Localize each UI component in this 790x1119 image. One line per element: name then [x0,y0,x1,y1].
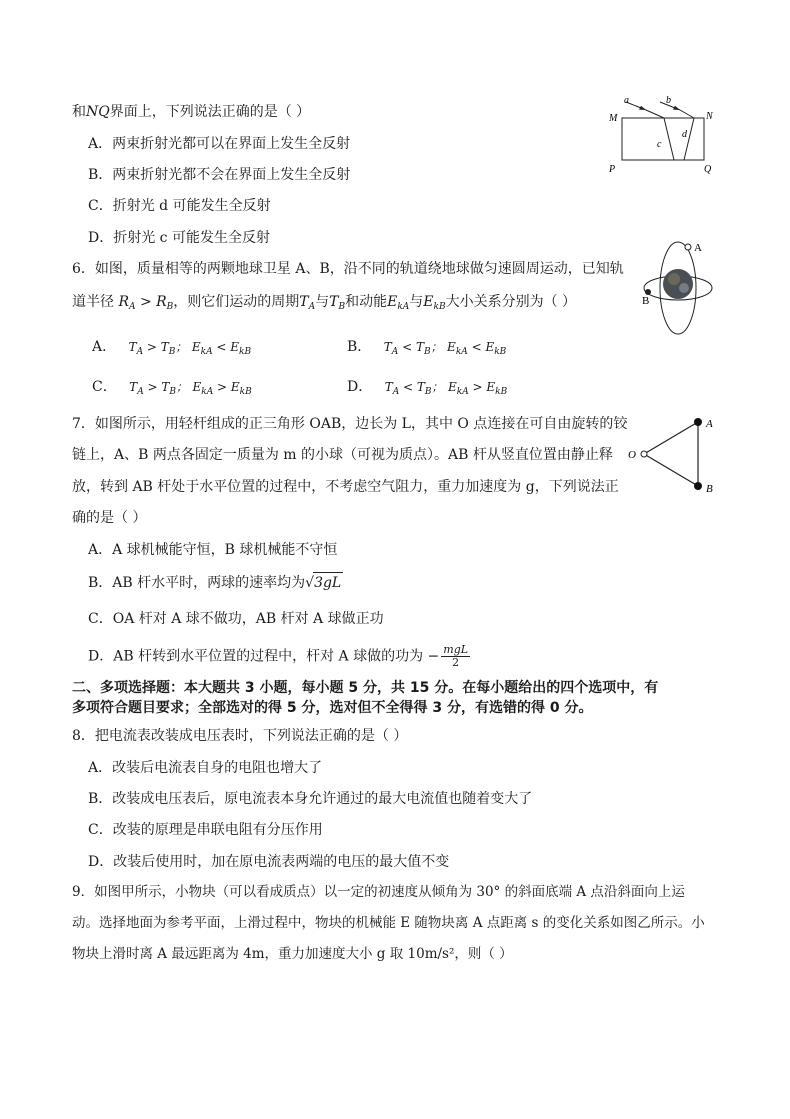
q9-stem-line3: 物块上滑时离 A 最远距离为 4m，重力加速度大小 g 取 10m/s²，则（ ） [72,946,513,962]
q8-option-c: C．改装的原理是串联电阻有分压作用 [88,822,323,838]
q5-glass-block [622,118,704,160]
q5-label-q: Q [704,164,712,175]
q7-hinge-o [641,451,647,457]
q6-stem-line1: 6．如图，质量相等的两颗地球卫星 A、B，沿不同的轨道绕地球做匀速圆周运动，已知轨 [72,261,624,277]
q5-ray-b-arrow [673,106,680,110]
q7-label-a: A [706,418,713,430]
q7-option-b-sqrt: 3gL [313,572,343,593]
q7-ball-b [694,482,702,490]
q9-stem-line1: 9．如图甲所示，小物块（可以看成质点）以一定的初速度从倾角为 30° 的斜面底端 A 点沿斜面向上运 [72,884,685,900]
q5-label-a: a [624,95,629,106]
q5-label-p: P [609,164,616,175]
q7-option-b: B．AB 杆水平时，两球的速率均为√3gL [88,572,343,593]
q6-period-symbols: $T_A$ [299,294,316,312]
q9-stem-line2: 动。选择地面为参考平面，上滑过程中，物块的机械能 E 随物块离 A 点距离 s 的变化关系如图乙所示。小 [72,915,705,931]
q7-option-d-fraction: $\frac{\text{mgL}}{2}$ [443,643,469,669]
q5-label-d: d [682,129,687,140]
q5-option-a: A．两束折射光都可以在界面上发生全反射 [88,136,351,152]
q7-stem-line1: 7．如图所示，用轻杆组成的正三角形 OAB，边长为 L，其中 O 点连接在可自由旋转的铰 [72,416,628,432]
q7-ball-a [694,418,702,426]
q6-label-a: A [694,242,702,254]
q5-figure [604,94,724,176]
q6-figure [636,236,726,340]
q5-label-n: N [706,111,713,122]
q7-rod-oa [644,422,698,454]
earth-icon [663,269,693,299]
q5-label-b: b [666,95,671,106]
q5-label-m: M [609,113,618,124]
q5-ray-c [664,118,674,160]
q7-figure [624,410,724,500]
q8-option-a: A．改装后电流表自身的电阻也增大了 [88,760,323,776]
q5-ray-a-arrow [639,106,646,110]
q5-option-c: C．折射光 d 可能发生全反射 [88,198,271,214]
q5-stem: 和NQ界面上，下列说法正确的是（ ） [72,104,311,120]
q8-option-d: D．改装后使用时，加在原电流表两端的电压的最大值不变 [88,854,450,870]
q6-satellite-a [685,244,691,250]
q5-label-c: c [657,139,662,150]
q7-option-a: A．A 球机械能守恒，B 球机械能不守恒 [88,542,338,558]
q7-stem-line3: 放，转到 AB 杆处于水平位置的过程中，不考虑空气阻力，重力加速度为 g，下列说法正 [72,479,619,495]
q8-stem: 8．把电流表改装成电压表时，下列说法正确的是（ ） [72,728,408,744]
q5-ray-b-path [680,110,694,118]
q5-ray-a-path [646,110,664,118]
q7-label-o: O [628,449,636,461]
q7-option-c: C．OA 杆对 A 球不做功，AB 杆对 A 球做正功 [88,611,384,627]
q6-energy-symbols: $E_{kA}$ [387,294,410,312]
q5-option-b: B．两束折射光都不会在界面上发生全反射 [88,167,351,183]
q6-label-b: B [642,295,650,307]
q7-stem-line4: 确的是（ ） [72,510,147,526]
q5-stem-em: NQ [86,104,110,120]
q6-radius-relation: $R_A > R_B$ [118,294,174,312]
q7-label-b: B [706,483,713,495]
q7-stem-line2: 链上，A、B 两点各固定一质量为 m 的小球（可视为质点）。AB 杆从竖直位置由静止释 [72,447,613,463]
q7-rod-ob [644,454,698,486]
section2-heading-line2: 多项符合题目要求；全部选对的得 5 分，选对但不全得得 3 分，有选错的得 0 分。 [72,700,593,716]
q6-option-c: C． $T_A > T_B$； $E_{kA} > E_{kB}$ [92,379,252,397]
section2-heading-line1: 二、多项选择题：本大题共 3 小题，每小题 5 分，共 15 分。在每小题给出的四个选项中，有 [72,680,659,696]
q7-option-d: D．AB 杆转到水平位置的过程中，杆对 A 球做的功为 − $\frac{\text{mgL}}{2}$ [88,643,469,669]
q6-stem-line2: 道半径 $R_A > R_B$，则它们运动的周期$T_A$与$T_B$和动能$E_{kA}$与$E_{kB}$大小关系分别为（ ） [72,294,577,312]
q5-option-d: D．折射光 c 可能发生全反射 [88,230,270,246]
q6-option-a: A． $T_A > T_B$； $E_{kA} < E_{kB}$ [92,339,252,357]
q6-option-d: D． $T_A < T_B$； $E_{kA} > E_{kB}$ [347,379,508,397]
q8-option-b: B．改装成电压表后，原电流表本身允许通过的最大电流值也随着变大了 [88,791,533,807]
q6-option-b: B． $T_A < T_B$； $E_{kA} < E_{kB}$ [347,339,507,357]
